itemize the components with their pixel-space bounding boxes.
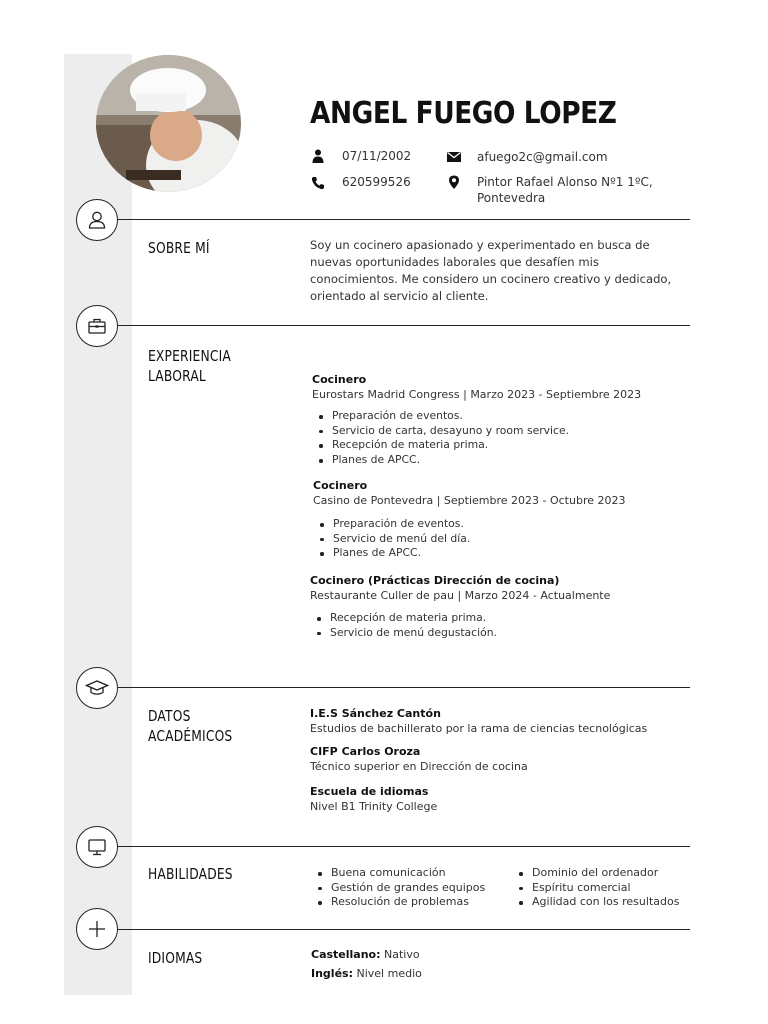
job-task: Preparación de eventos. [333, 517, 625, 532]
language-name: Castellano: [311, 948, 381, 961]
birthdate: 07/11/2002 [342, 149, 412, 163]
about-title: SOBRE MÍ [148, 239, 210, 257]
skills-list-left [311, 866, 485, 910]
full-name: ANGEL FUEGO LOPEZ [310, 96, 617, 131]
language-name: Inglés: [311, 967, 353, 980]
job-place: Eurostars Madrid Congress | Marzo 2023 - Septiembre 2023 [312, 388, 642, 401]
divider-skills [118, 846, 690, 847]
address-line-2: Pontevedra [477, 191, 546, 205]
phone[interactable]: 620599526 [342, 175, 411, 189]
education-title: DATOS ACADÉMICOS [148, 707, 233, 745]
job-place: Casino de Pontevedra | Septiembre 2023 - Octubre 2023 [313, 494, 626, 507]
languages-title: IDIOMAS [148, 949, 203, 967]
education-school: I.E.S Sánchez Cantón [310, 707, 441, 720]
skills-badge [76, 826, 118, 868]
job-tasks [313, 517, 625, 561]
experience-title: EXPERIENCIA LABORAL [148, 347, 231, 385]
job-task: Servicio de carta, desayuno y room service. [332, 424, 641, 439]
skill-item: Resolución de problemas [331, 895, 485, 910]
education-detail: Estudios de bachillerato por la rama de ciencias tecnológicas [310, 722, 648, 735]
education-school: CIFP Carlos Oroza [310, 745, 421, 758]
monitor-icon [86, 836, 108, 858]
plus-icon [86, 918, 108, 940]
education-badge [76, 667, 118, 709]
job-place: Restaurante Culler de pau | Marzo 2024 - Actualmente [310, 589, 611, 602]
education-school: Escuela de idiomas [310, 785, 429, 798]
address-line-1: Pintor Rafael Alonso Nº1 1ºC, [477, 175, 653, 189]
mail-icon [447, 150, 461, 164]
divider-about [118, 219, 690, 220]
divider-experience [118, 325, 690, 326]
job-task: Servicio de menú del día. [333, 532, 625, 547]
education-detail: Técnico superior en Dirección de cocina [310, 760, 528, 773]
skill-item: Dominio del ordenador [532, 866, 679, 881]
skills-title: HABILIDADES [148, 865, 233, 883]
profile-photo [96, 55, 241, 192]
education-entry [310, 744, 528, 774]
skills-list-right [512, 866, 679, 910]
job-entry [313, 478, 625, 561]
about-text: Soy un cocinero apasionado y experimentado en busca de nuevas oportunidades laborales que desafíen mis conocimientos. Me considero un cocinero creativo y dedicado, orientado al servicio al cliente. [310, 238, 672, 303]
location-pin-icon [447, 175, 461, 189]
experience-badge [76, 305, 118, 347]
job-tasks [312, 409, 641, 468]
education-detail: Nivel B1 Trinity College [310, 800, 438, 813]
user-icon [86, 209, 108, 231]
job-task: Recepción de materia prima. [332, 438, 641, 453]
language-entry [311, 947, 420, 962]
education-entry [310, 706, 647, 736]
job-role: Cocinero [313, 479, 368, 492]
job-role: Cocinero [312, 373, 367, 386]
divider-education [118, 687, 690, 688]
education-entry [310, 784, 437, 814]
skill-item: Espíritu comercial [532, 881, 679, 896]
job-entry [310, 573, 610, 640]
job-task: Planes de APCC. [333, 546, 625, 561]
email[interactable]: afuego2c@gmail.com [477, 150, 608, 164]
job-task: Recepción de materia prima. [330, 611, 610, 626]
job-task: Planes de APCC. [332, 453, 641, 468]
graduation-cap-icon [85, 677, 109, 699]
language-level: Nativo [384, 948, 420, 961]
job-task: Servicio de menú degustación. [330, 626, 610, 641]
skill-item: Buena comunicación [331, 866, 485, 881]
language-level: Nivel medio [356, 967, 422, 980]
job-role: Cocinero (Prácticas Dirección de cocina) [310, 574, 560, 587]
phone-icon [311, 176, 325, 190]
divider-languages [118, 929, 690, 930]
address [477, 174, 653, 206]
person-icon [311, 149, 325, 163]
job-task: Preparación de eventos. [332, 409, 641, 424]
skill-item: Agilidad con los resultados [532, 895, 680, 909]
skill-item: Gestión de grandes equipos [331, 880, 486, 894]
job-tasks [310, 611, 610, 640]
job-entry [312, 372, 641, 468]
about-badge [76, 199, 118, 241]
languages-badge [76, 908, 118, 950]
briefcase-icon [86, 315, 108, 337]
language-entry [311, 966, 422, 981]
